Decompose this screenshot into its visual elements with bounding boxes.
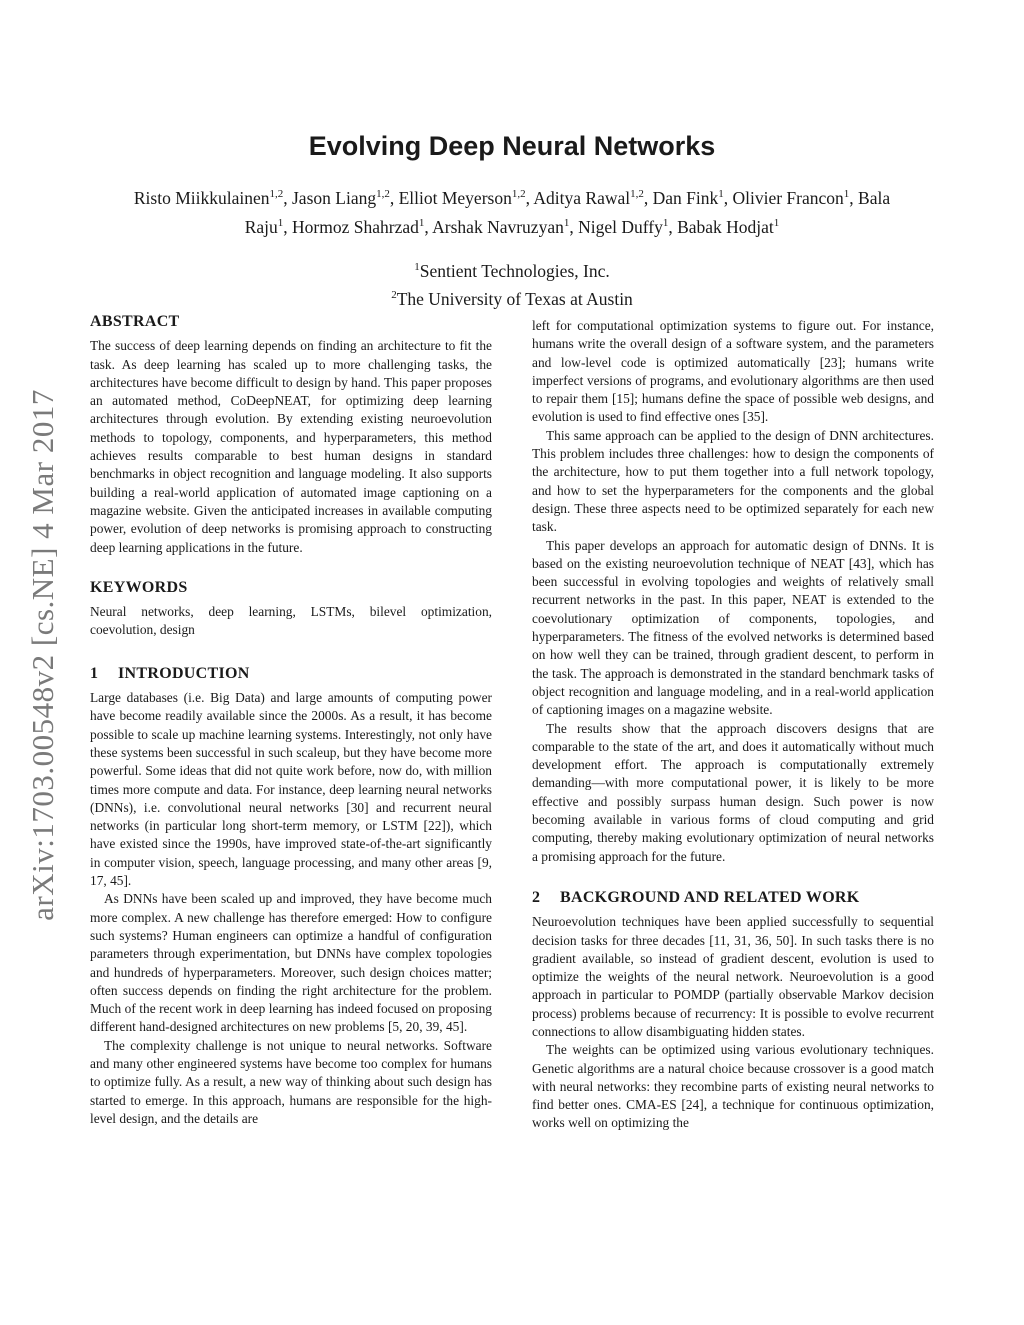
author-4: Aditya Rawal$^{1,2}$,: [533, 187, 653, 208]
background-paragraph-1: Neuroevolution techniques have been applied successfully to sequential decision tasks for three decades [11, 31, 36, 50]. In such tasks there is no gradient available, so instead of gradient descent, evolution is used to optimize the weights of the neural network. Neuroevolution is a good approach in particular to POMDP (partially observable Markov decision process) problems because of recurrency: It is possible to evolve recurrent connections to allow disambiguating hidden states.: [532, 914, 934, 1039]
affiliation-list: [0, 255, 1024, 311]
arxiv-sidebar-stamp: [20, 355, 66, 955]
author-10: Nigel Duffy$^1$,: [578, 216, 678, 237]
left-column: [90, 313, 492, 1128]
background-paragraph-2: The weights can be optimized using various evolutionary techniques. Genetic algorithms are a natural choice because crossover is a good match with neural networks: they recombine parts of existing neural networks to find better ones. CMA-ES [24], a technique for continuous optimization, works well on optimizing the: [532, 1042, 934, 1131]
intro-paragraph-2: As DNNs have been scaled up and improved, they have become much more complex. A new challenge has therefore emerged: How to configure such systems? Human engineers can optimize a handful of configuration parameters through experimentation, but DNNs have complex topologies and hundreds of hyperparameters. Moreover, such design choices matter; often success depends on finding the right architecture for the problem. Much of the recent work in deep learning has indeed focused on proposing different hand-designed architectures on new problems [5, 20, 39, 45].: [90, 891, 492, 1035]
paper-title: Evolving Deep Neural Networks: [308, 131, 716, 161]
author-7: Bala Raju$^1$,: [244, 187, 891, 237]
keywords-text: Neural networks, deep learning, LSTMs, bilevel optimization, coevolution, design: [90, 604, 492, 638]
background-heading: 2 BACKGROUND AND RELATED WORK: [532, 888, 860, 906]
author-8: Hormoz Shahrzad$^1$,: [292, 216, 433, 237]
author-9: Arshak Navruzyan$^1$,: [432, 216, 579, 237]
intro-paragraph-3: The complexity challenge is not unique to neural networks. Software and many other engineered systems have become too complex for humans to optimize fully. As a result, a new way of thinking about such design has started to emerge. In this approach, humans are responsible for the high-level design, and the details are: [90, 1037, 492, 1126]
keywords-heading: KEYWORDS: [90, 578, 188, 596]
right-column: [532, 317, 934, 1133]
intro-paragraph-6: The results show that the approach discovers designs that are comparable to the state of the art, and does it automatically without much development effort. The approach is computationally extremely demanding—with more computational power, it is likely to be more effective and possibly surpass human design. Such power is now becoming available in various forms of cloud computing and grid computing, thereby making evolutionary optimization of neural networks a promising approach for the future.: [532, 720, 934, 864]
author-list: [120, 182, 904, 240]
abstract-heading: ABSTRACT: [90, 313, 180, 330]
affiliation-1: $^1$Sentient Technologies, Inc.: [414, 260, 610, 281]
author-1: Risto Miikkulainen$^{1,2}$,: [133, 187, 292, 208]
intro-paragraph-continued: left for computational optimization systems to figure out. For instance, humans write the overall design of a software system, and the parameters and low-level code is optimized automatically [23]; humans write imperfect versions of programs, and evolutionary algorithms are then used to repair them [15]; humans define the space of possible web designs, and evolution is used to find effective ones [35].: [532, 318, 934, 425]
abstract-text: The success of deep learning depends on finding an architecture to fit the task. As deep learning has scaled up to more challenging tasks, the architectures have become difficult to design by hand. This paper proposes an automated method, CoDeepNEAT, for optimizing deep learning architectures through evolution. By extending existing neuroevolution methods to topology, components, and hyperparameters, this method achieves results comparable to best human designs in standard benchmarks in object recognition and language modeling. It also supports building a real-world application of automated image captioning on a magazine website. Given the anticipated increases in available computing power, evolution of deep networks is promising approach to constructing deep learning applications in the future.: [90, 338, 492, 555]
author-11: Babak Hodjat$^1$: [677, 216, 780, 237]
intro-paragraph-5: This paper develops an approach for automatic design of DNNs. It is based on the existing neuroevolution technique of NEAT [43], which has been successful in evolving topologies and weights of relatively small recurrent networks in the past. In this paper, NEAT is extended to the coevolutionary optimization of components, topologies, and hyperparameters. The fitness of the evolved networks is determined based on how well they can be trained, through gradient descent, to perform in the task. The approach is demonstrated in the standard benchmark tasks of object recognition and language modeling, and in a real-world application of captioning images on a magazine website.: [532, 537, 934, 718]
intro-paragraph-4: This same approach can be applied to the design of DNN architectures. This problem includes three challenges: how to design the components of the architecture, how to put them together into a full network topology, and how to set the hyperparameters for the components and the global design. These three aspects need to be optimized separately for each new task.: [532, 427, 934, 535]
arxiv-identifier: arXiv:1703.00548v2 [cs.NE] 4 Mar 2017: [25, 389, 60, 921]
author-3: Elliot Meyerson$^{1,2}$,: [398, 187, 534, 208]
author-2: Jason Liang$^{1,2}$,: [292, 187, 399, 208]
intro-paragraph-1: Large databases (i.e. Big Data) and large amounts of computing power have become readily available since the 2000s. As a result, it has become possible to scale up machine learning systems. Interestingly, not only have these systems been successful in such scaleup, but they have become more powerful. Some ideas that did not quite work before, now do, with million times more compute and data. For instance, deep learning neural networks (DNNs), i.e. convolutional neural networks [30] and recurrent neural networks (in particular long short-term memory, or LSTM [22]), which have existed since the 1990s, have improved state-of-the-art significantly in computer vision, speech, language processing, and many other areas [9, 17, 45].: [90, 690, 492, 889]
author-5: Dan Fink$^1$,: [652, 187, 733, 208]
affiliation-2: $^2$The University of Texas at Austin: [391, 288, 633, 309]
author-6: Olivier Francon$^1$,: [732, 187, 859, 208]
introduction-heading: 1 INTRODUCTION: [90, 664, 250, 682]
